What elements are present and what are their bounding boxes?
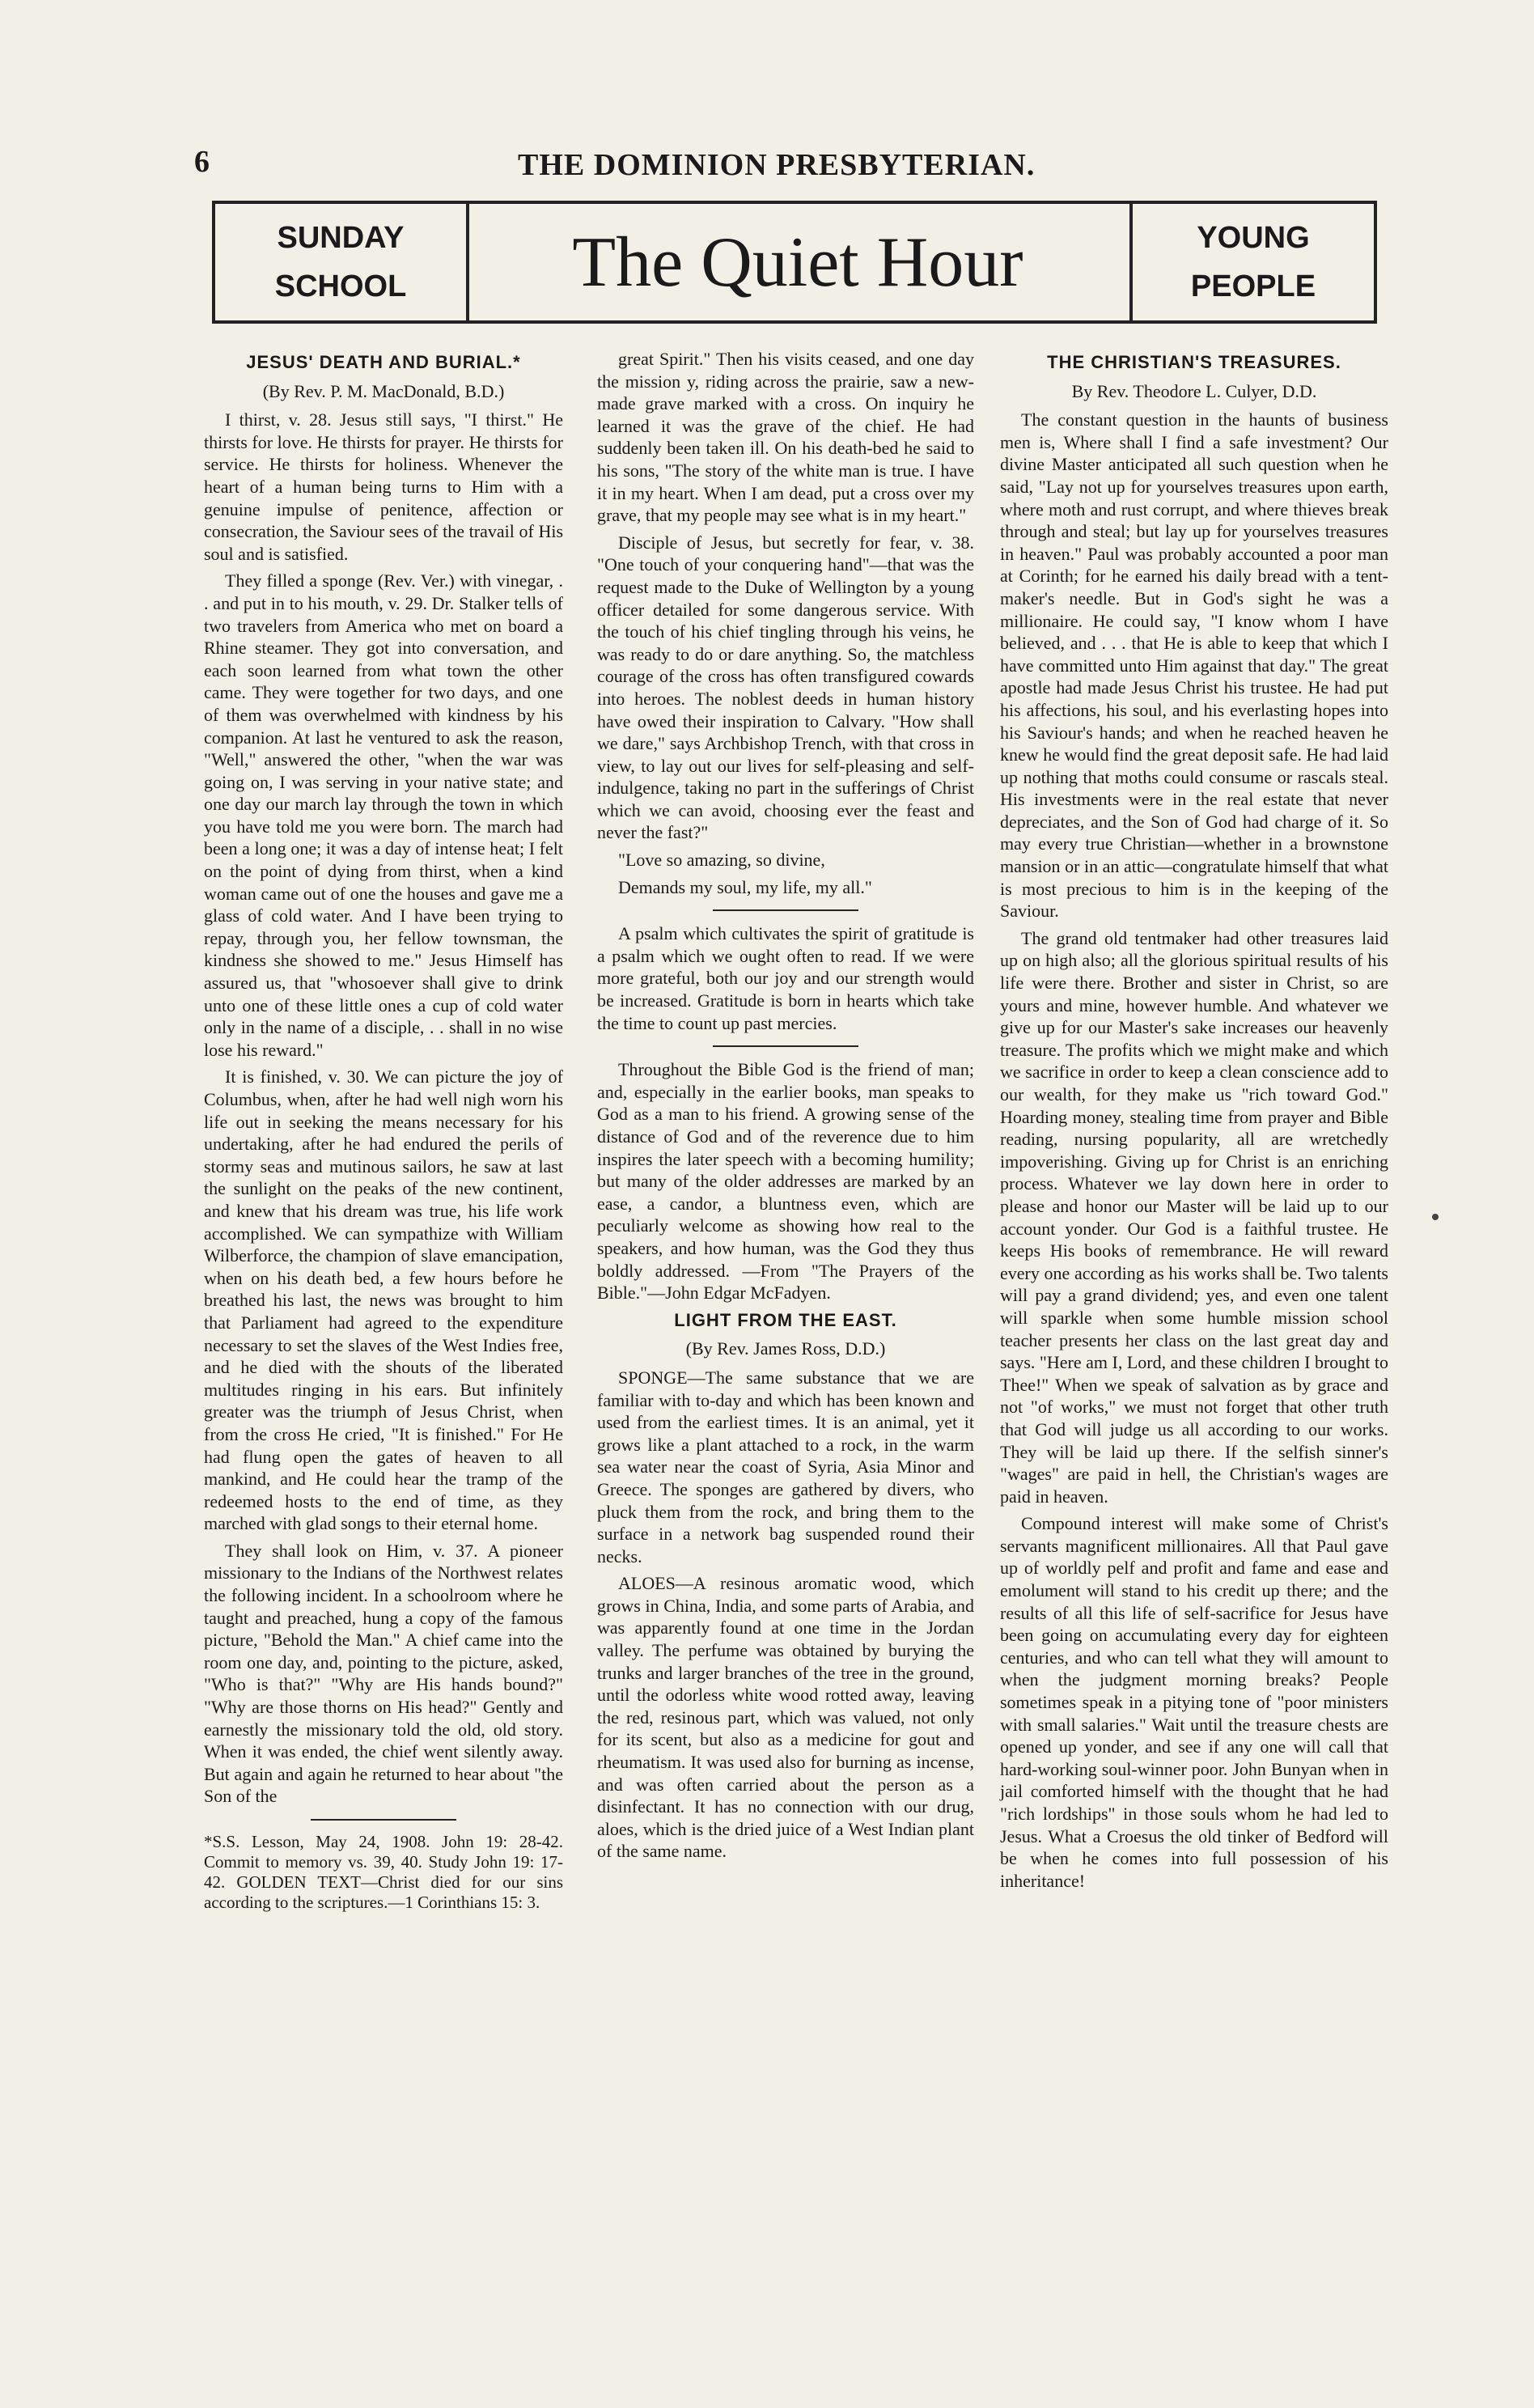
banner-left-line1: SUNDAY — [277, 221, 405, 255]
article-heading: JESUS' DEATH AND BURIAL.* — [246, 352, 521, 372]
article-heading: LIGHT FROM THE EAST. — [674, 1309, 897, 1330]
poem-line: Demands my soul, my life, my all." — [618, 876, 872, 897]
paragraph: The grand old tentmaker had other treasures laid up on high also; all the glorious spiritual results of his life were there. Brother and sister in Christ, so are yours and mine, however humble. And whatever we give up for our Master's sake increases our heavenly treasure. The profits which we might make and which we sacrifice in order to keep a clean conscience add to our wealth, for they make us "rich toward God." Hoarding money, stealing time from prayer and Bible reading, nursing popularity, all are wretchedly impoverishing. Giving up for Christ is an enriching process. Whatever we lay down here in order to please and honor our Master will be laid up to our account yonder. Our God is a faithful trustee. He keeps His books of remembrance. He will reward every one according as his works shall be. Two talents will pay a grand dividend; yes, and even one talent will sparkle when some humble mission school teacher presents her class on the last great day and says. "Here am I, Lord, and these children I brought to Thee!" When we speak of salvation as by grace and not "of works," we must not forget that other truth that God will judge us all according to our works. They will be laid up there. If the selfish sinner's "wages" are paid in hell, the Christian's wages are paid in heaven. — [1000, 927, 1389, 1507]
banner-right-box — [1129, 204, 1374, 320]
divider — [713, 1045, 858, 1047]
page-number: 6 — [194, 145, 210, 179]
section-banner — [212, 201, 1377, 324]
banner-right-line2: PEOPLE — [1190, 269, 1316, 303]
paragraph: Disciple of Jesus, but secretly for fear, v. 38. "One touch of your conquering hand"—that was the request made to the Duke of Wellington by a young officer detailed for some dangerous service. With the touch of his chief tingling through his veins, he was ready to do or dare anything. So, the matchless courage of the cross has often transfigured cowards into heroes. The noblest deeds in human history have owed their inspiration to Calvary. "How shall we dare," says Archbishop Trench, with that cross in view, to lay out our lives for self-pleasing and self-indulgence, taking no part in the sufferings of Christ which we can avoid, choosing ever the feast and never the fast?" — [597, 532, 974, 843]
publication-title: THE DOMINION PRESBYTERIAN. — [518, 148, 1036, 182]
banner-title: The Quiet Hour — [572, 223, 1023, 302]
paragraph: The constant question in the haunts of business men is, Where shall I find a safe investment? Our divine Master anticipated all such question when he said, "Lay not up for yourselves treasures upon earth, where moth and rust corrupt, and where thieves break through and steal; but lay up for yourselves treasures in heaven." Paul was probably accounted a poor man at Corinth; for he earned his daily bread with a tent-maker's needle. But in God's sight he was a millionaire. He could say, "I know whom I have believed, and . . . that He is able to keep that which I have committed unto Him against that day." The great apostle had made Jesus Christ his trustee. He had put his affections, his soul, and his everlasting hopes into his Saviour's hands; and when he reached heaven he knew he would find the great deposit safe. He had laid up nothing that moths could consume or rascals steal. His investments were in the real estate that never depreciates, and the Son of God had charge of it. So may every true Christian—whether in a brownstone mansion or in an attic—congratulate himself that what is most precious to him is in the keeping of the Saviour. — [1000, 409, 1388, 922]
paragraph: A psalm which cultivates the spirit of gratitude is a psalm which we ought often to read. If we were more grateful, both our joy and our strength would be increased. Gratitude is born in hearts which take the time to count up past mercies. — [597, 923, 974, 1033]
paragraph: great Spirit." Then his visits ceased, and one day the mission y, riding across the prairie, saw a new-made grave marked with a cross. On inquiry he learned it was the grave of the chief. He had suddenly been taken ill. On his death-bed he said to his sons, "The story of the white man is true. I have it in my heart. When I am dead, put a cross over my grave, that my people may see what is in my heart." — [597, 349, 974, 526]
paragraph: SPONGE—The same substance that we are familiar with to-day and which has been known and used from the earliest times. It is an animal, yet it grows like a plant attached to a rock, in the warm sea water near the coast of Syria, Asia Minor and Greece. The sponges are gathered by divers, who pluck them from the rock, and bring them to the surface in a network bag suspended round their necks. — [597, 1367, 974, 1566]
banner-left-line2: SCHOOL — [274, 269, 407, 303]
paragraph: Throughout the Bible God is the friend of man; and, especially in the earlier books, man speaks to God as a man to his friend. A growing sense of the distance of God and of the reverence due to him inspires the later speech with a becoming humility; but many of the older addresses are marked by an ease, a candor, a bluntness even, which are peculiarly welcome as showing how real to the speakers, and how human, was the God they thus boldly addressed. —From "The Prayers of the Bible."—John Edgar McFadyen. — [597, 1059, 974, 1304]
divider — [713, 909, 858, 911]
article-byline: (By Rev. P. M. MacDonald, B.D.) — [262, 380, 505, 401]
paragraph: I thirst, v. 28. Jesus still says, "I thirst." He thirsts for love. He thirsts for prayer. He thirsts for service. He thirsts for holiness. Whenever the heart of a human being turns to Him with a genuine impulse of penitence, affection or consecration, the Saviour sees of the travail of His soul and is satisfied. — [204, 409, 563, 564]
poem-line: "Love so amazing, so divine, — [618, 850, 825, 871]
footnote: *S.S. Lesson, May 24, 1908. John 19: 28-42. Commit to memory vs. 39, 40. Study John 19: 17-42. GOLDEN TEXT—Christ died for our sins according to the scriptures.—1 Corinthians 15: 3. — [204, 1832, 563, 1912]
paragraph: Compound interest will make some of Christ's servants magnificent millionaires. All that Paul gave up of worldly pelf and profit and fame and ease and emolument will stand to his credit up there; and the results of all this life of self-sacrifice for Jesus have been going on accumulating every day for eighteen centuries, and who can tell what they will amount to when the judgment morning breaks? People sometimes speak in a pitying tone of "poor ministers with small salaries." Wait until the treasure chests are opened up yonder, and see if any one will call that hard-working soul-winner poor. John Bunyan when in jail comforted himself with the thought that he had "rich lordships" in those souls whom he had led to Jesus. What a Croesus the old tinker of Bedford will be when he comes into full possession of his inheritance! — [1000, 1513, 1388, 1891]
column-2 — [597, 348, 974, 1867]
paragraph: ALOES—A resinous aromatic wood, which grows in China, India, and some parts of Arabia, and was apparently found at one time in the Jordan valley. The perfume was obtained by burying the trunks and larger branches of the tree in the ground, until the odorless white wood rotted away, leaving the red, resinous part, which was valued, not only for its scent, but also as a medicine for gout and rheumatism. It was used also for burning as incense, and was often carried about the person as a disinfectant. It has no connection with our drug, aloes, which is the dried juice of a West Indian plant of the same name. — [597, 1573, 974, 1862]
article-byline: By Rev. Theodore L. Culyer, D.D. — [1071, 380, 1317, 401]
column-3 — [1000, 348, 1388, 1897]
article-byline: (By Rev. James Ross, D.D.) — [685, 1338, 886, 1359]
article-heading: THE CHRISTIAN'S TREASURES. — [1047, 352, 1341, 372]
paragraph: They filled a sponge (Rev. Ver.) with vinegar, . . and put in to his mouth, v. 29. Dr. Stalker tells of two travelers from America who met on board a Rhine steamer. They got into conversation, and each soon learned from what town the other came. They were together for two days, and one of them was overwhelmed with kindness by his companion. At last he ventured to ask the reason, "Well," answered the other, "when the war was going on, I was serving in your native state; and one day our march lay through the town in which you have told me you were born. The march had been a long one; it was a day of intense heat; I felt on the point of dying from thirst, when a kind woman came out of one the houses and gave me a glass of cold water. And I have been trying to repay, through you, her fellow townsman, the kindness she showed to me." Jesus Himself has assured us, that "whosoever shall give to drink unto one of these little ones a cup of cold water only in the name of a disciple, . . shall in no wise lose his reward." — [204, 570, 563, 1060]
banner-right-line1: YOUNG — [1197, 221, 1310, 255]
column-1 — [204, 348, 563, 1918]
paragraph: It is finished, v. 30. We can picture the joy of Columbus, when, after he had well nigh worn his life out in seeking the means necessary for his undertaking, after he had endured the perils of stormy seas and mutinous sailors, he saw at last the sunlight on the peaks of the new continent, and knew that his dream was true, his life work accomplished. We can sympathize with William Wilberforce, the champion of slave emancipation, when on his death bed, a few hours before he breathed his last, the news was brought to him that Parliament had agreed to the expenditure necessary to set the slaves of the West Indies free, and he died with the shouts of the liberated multitudes ringing in his ears. But infinitely greater was the triumph of Jesus Christ, when from the cross He cried, "It is finished." For He had flung open the gates of heaven to all mankind, and He could hear the tramp of the redeemed hosts to the end of time, as they marched with glad songs to their eternal home. — [204, 1066, 563, 1534]
paragraph: They shall look on Him, v. 37. A pioneer missionary to the Indians of the Northwest relates the following incident. In a schoolroom where he taught and preached, hung a copy of the famous picture, "Behold the Man." A chief came into the room one day, and, pointing to the picture, asked, "Who is that?" "Why are His hands bound?" "Why are those thorns on His head?" Gently and earnestly the missionary told the old, old story. When it was ended, the chief went silently away. But again and again he returned to hear about "the Son of the — [204, 1540, 563, 1807]
banner-left-box — [215, 204, 469, 320]
margin-mark — [1432, 1214, 1439, 1220]
divider — [311, 1819, 456, 1821]
